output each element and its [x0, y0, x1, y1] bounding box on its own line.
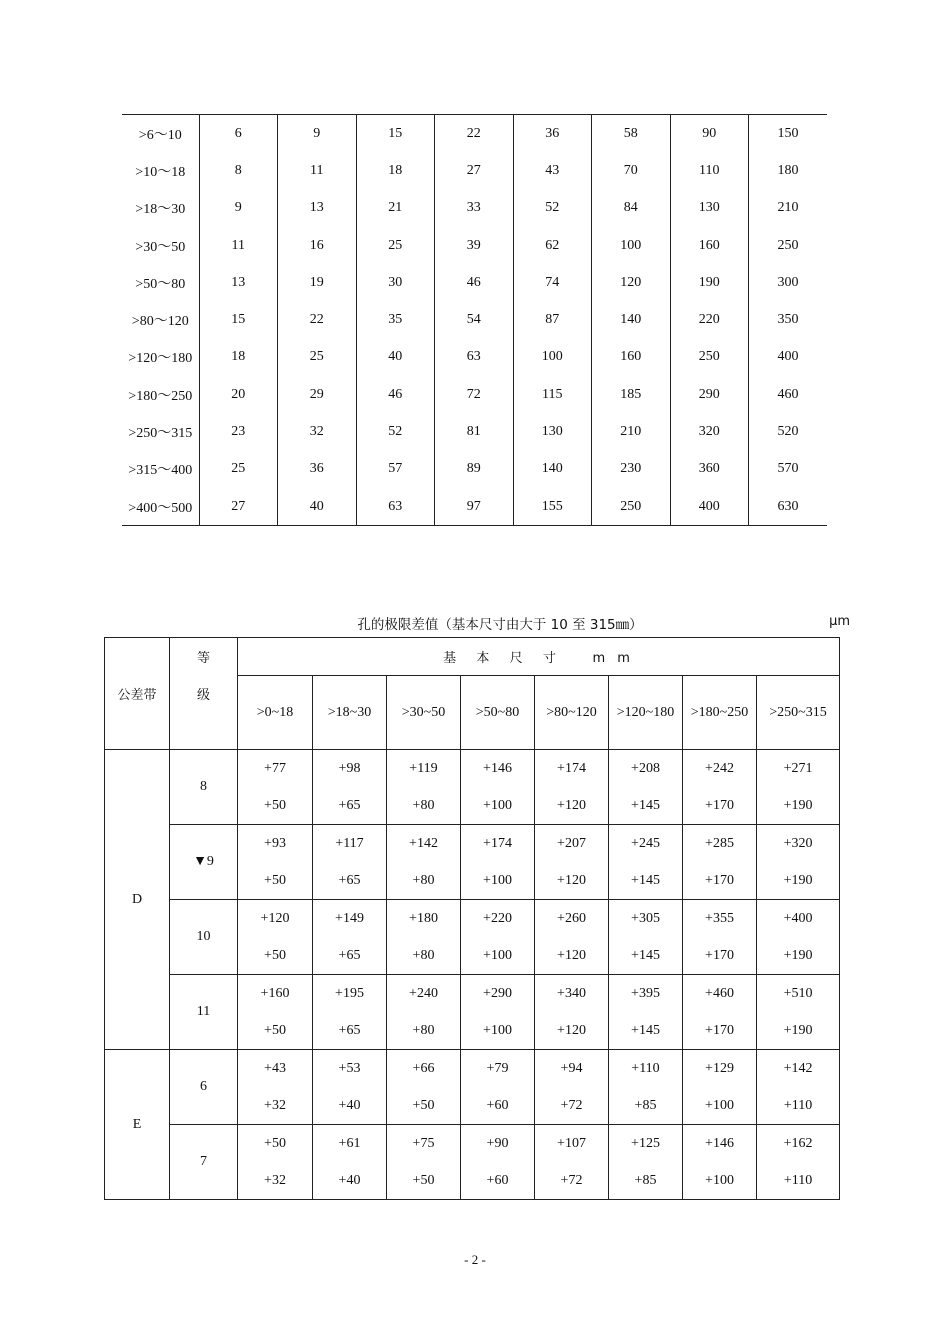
tolerance-value-cell: 190: [670, 264, 749, 301]
table-row: [122, 227, 827, 264]
upper-deviation-cell: +149: [313, 900, 387, 938]
header-basic-size: [238, 638, 840, 676]
upper-deviation-cell: +174: [461, 825, 535, 863]
upper-deviation-cell: +207: [535, 825, 609, 863]
lower-deviation-cell: +100: [461, 1012, 535, 1050]
tolerance-value-cell: 20: [199, 376, 278, 413]
grade-cell: 7: [170, 1125, 238, 1200]
header-size-range: >250~315: [757, 676, 840, 750]
grade-cell: 8: [170, 750, 238, 825]
upper-deviation-cell: +195: [313, 975, 387, 1013]
lower-deviation-cell: +100: [461, 787, 535, 825]
tolerance-value-cell: 70: [592, 152, 671, 189]
lower-deviation-cell: +50: [238, 937, 313, 975]
lower-deviation-cell: +65: [313, 937, 387, 975]
tolerance-value-cell: 230: [592, 451, 671, 488]
upper-deviation-cell: +290: [461, 975, 535, 1013]
tolerance-value-cell: 18: [199, 339, 278, 376]
upper-deviation-cell: +285: [683, 825, 757, 863]
tolerance-value-cell: 18: [356, 152, 435, 189]
tolerance-value-cell: 100: [592, 227, 671, 264]
tolerance-value-cell: 220: [670, 301, 749, 338]
upper-deviation-cell: +75: [387, 1125, 461, 1163]
tolerance-value-cell: 40: [278, 488, 357, 526]
lower-deviation-cell: +50: [387, 1087, 461, 1125]
tolerance-value-cell: 25: [199, 451, 278, 488]
upper-deviation-cell: +242: [683, 750, 757, 788]
grade-cell: 6: [170, 1050, 238, 1125]
size-range-cell: >180～250: [128, 388, 193, 404]
tolerance-value-cell: 36: [278, 451, 357, 488]
lower-deviation-cell: +110: [757, 1087, 840, 1125]
lower-deviation-cell: +65: [313, 787, 387, 825]
tolerance-value-cell: 400: [749, 339, 828, 376]
tolerance-value-cell: 250: [592, 488, 671, 526]
tolerance-value-cell: 33: [435, 190, 514, 227]
upper-deviation-cell: +208: [609, 750, 683, 788]
table-row: [122, 488, 827, 526]
lower-deviation-cell: +50: [387, 1162, 461, 1200]
table-unit: μm: [829, 614, 850, 629]
tolerance-value-cell: 22: [435, 115, 514, 153]
upper-deviation-cell: +146: [461, 750, 535, 788]
tolerance-value-cell: 13: [278, 190, 357, 227]
lower-deviation-cell: +100: [461, 937, 535, 975]
upper-deviation-cell: +61: [313, 1125, 387, 1163]
upper-deviation-cell: +120: [238, 900, 313, 938]
lower-deviation-cell: +60: [461, 1162, 535, 1200]
lower-deviation-cell: +32: [238, 1162, 313, 1200]
upper-deviation-cell: +162: [757, 1125, 840, 1163]
tolerance-value-cell: 81: [435, 413, 514, 450]
tolerance-value-cell: 54: [435, 301, 514, 338]
size-range-cell: >18～30: [135, 202, 186, 218]
tolerance-value-cell: 120: [592, 264, 671, 301]
upper-deviation-cell: +271: [757, 750, 840, 788]
lower-deviation-cell: +72: [535, 1087, 609, 1125]
table-title: 孔的极限差值（基本尺寸由大于 10 至 315㎜）: [357, 617, 643, 633]
tolerance-value-cell: 90: [670, 115, 749, 153]
size-range-cell: >120～180: [128, 351, 193, 367]
lower-deviation-cell: +170: [683, 862, 757, 900]
tolerance-value-cell: 84: [592, 190, 671, 227]
header-size-range: >30~50: [387, 676, 461, 750]
tolerance-value-cell: 570: [749, 451, 828, 488]
upper-deviation-cell: +340: [535, 975, 609, 1013]
table-row: [122, 264, 827, 301]
lower-deviation-cell: +100: [683, 1087, 757, 1125]
upper-deviation-cell: +245: [609, 825, 683, 863]
lower-deviation-cell: +32: [238, 1087, 313, 1125]
tolerance-value-cell: 130: [670, 190, 749, 227]
upper-deviation-cell: +94: [535, 1050, 609, 1088]
lower-deviation-cell: +80: [387, 937, 461, 975]
size-range-cell: >50～80: [135, 276, 186, 292]
upper-deviation-cell: +400: [757, 900, 840, 938]
grade-cell: 10: [170, 900, 238, 975]
tolerance-value-cell: 115: [513, 376, 592, 413]
tolerance-value-cell: 52: [513, 190, 592, 227]
tolerance-value-cell: 43: [513, 152, 592, 189]
upper-deviation-cell: +66: [387, 1050, 461, 1088]
lower-deviation-cell: +190: [757, 937, 840, 975]
lower-deviation-cell: +145: [609, 787, 683, 825]
upper-deviation-cell: +125: [609, 1125, 683, 1163]
lower-deviation-cell: +120: [535, 862, 609, 900]
header-basic-size-text: 基 本 尺 寸 m m: [443, 651, 634, 666]
tolerance-value-cell: 25: [356, 227, 435, 264]
tolerance-value-cell: 63: [435, 339, 514, 376]
lower-deviation-cell: +190: [757, 787, 840, 825]
header-size-range: >120~180: [609, 676, 683, 750]
table-row: [122, 115, 827, 153]
upper-deviation-cell: +119: [387, 750, 461, 788]
tolerance-value-cell: 46: [356, 376, 435, 413]
tolerance-grade-table-body: [122, 115, 827, 526]
table-row: [105, 1050, 840, 1088]
tolerance-value-cell: 27: [199, 488, 278, 526]
size-range-cell: >80～120: [131, 314, 189, 330]
size-range-cell: >250～315: [128, 426, 193, 442]
lower-deviation-cell: +190: [757, 1012, 840, 1050]
tolerance-value-cell: 29: [278, 376, 357, 413]
size-range-cell: >30～50: [135, 239, 186, 255]
tolerance-value-cell: 6: [199, 115, 278, 153]
tolerance-value-cell: 19: [278, 264, 357, 301]
lower-deviation-cell: +145: [609, 1012, 683, 1050]
tolerance-value-cell: 87: [513, 301, 592, 338]
upper-deviation-cell: +93: [238, 825, 313, 863]
table-row: [105, 1125, 840, 1163]
tolerance-value-cell: 250: [749, 227, 828, 264]
tolerance-value-cell: 160: [592, 339, 671, 376]
tolerance-value-cell: 150: [749, 115, 828, 153]
tolerance-value-cell: 630: [749, 488, 828, 526]
lower-deviation-cell: +100: [461, 862, 535, 900]
grade-cell: 11: [170, 975, 238, 1050]
lower-deviation-cell: +40: [313, 1162, 387, 1200]
lower-deviation-cell: +65: [313, 1012, 387, 1050]
upper-deviation-cell: +260: [535, 900, 609, 938]
table-body: [105, 750, 840, 1200]
upper-deviation-cell: +90: [461, 1125, 535, 1163]
header-size-range: >80~120: [535, 676, 609, 750]
tolerance-value-cell: 185: [592, 376, 671, 413]
tolerance-value-cell: 9: [278, 115, 357, 153]
lower-deviation-cell: +80: [387, 787, 461, 825]
tolerance-value-cell: 40: [356, 339, 435, 376]
lower-deviation-cell: +110: [757, 1162, 840, 1200]
tolerance-value-cell: 74: [513, 264, 592, 301]
table-row: [122, 339, 827, 376]
table-row: [105, 975, 840, 1013]
tolerance-value-cell: 11: [278, 152, 357, 189]
upper-deviation-cell: +98: [313, 750, 387, 788]
tolerance-value-cell: 110: [670, 152, 749, 189]
lower-deviation-cell: +60: [461, 1087, 535, 1125]
size-range-cell: >315～400: [128, 463, 193, 479]
lower-deviation-cell: +170: [683, 1012, 757, 1050]
tolerance-value-cell: 39: [435, 227, 514, 264]
tolerance-value-cell: 30: [356, 264, 435, 301]
tolerance-value-cell: 9: [199, 190, 278, 227]
lower-deviation-cell: +100: [683, 1162, 757, 1200]
lower-deviation-cell: +120: [535, 937, 609, 975]
upper-deviation-cell: +180: [387, 900, 461, 938]
upper-deviation-cell: +160: [238, 975, 313, 1013]
table-row: [122, 190, 827, 227]
lower-deviation-cell: +145: [609, 937, 683, 975]
size-range-cell: >10～18: [135, 164, 186, 180]
table-row: [122, 301, 827, 338]
header-size-range: >50~80: [461, 676, 535, 750]
lower-deviation-cell: +50: [238, 862, 313, 900]
hole-limit-deviation-table: [104, 637, 840, 1200]
upper-deviation-cell: +79: [461, 1050, 535, 1088]
tolerance-value-cell: 520: [749, 413, 828, 450]
table-row: [122, 376, 827, 413]
lower-deviation-cell: +85: [609, 1162, 683, 1200]
tolerance-value-cell: 16: [278, 227, 357, 264]
lower-deviation-cell: +120: [535, 1012, 609, 1050]
tolerance-value-cell: 15: [356, 115, 435, 153]
upper-deviation-cell: +129: [683, 1050, 757, 1088]
upper-deviation-cell: +50: [238, 1125, 313, 1163]
tolerance-value-cell: 15: [199, 301, 278, 338]
upper-deviation-cell: +107: [535, 1125, 609, 1163]
grade-cell: ▼9: [170, 825, 238, 900]
tolerance-value-cell: 400: [670, 488, 749, 526]
header-tolerance-zone: 公差带: [105, 638, 170, 750]
tolerance-value-cell: 32: [278, 413, 357, 450]
tolerance-value-cell: 52: [356, 413, 435, 450]
tolerance-value-cell: 63: [356, 488, 435, 526]
header-size-range: >180~250: [683, 676, 757, 750]
table-row: [105, 750, 840, 788]
tolerance-value-cell: 320: [670, 413, 749, 450]
table-row: [105, 900, 840, 938]
tolerance-zone-cell: E: [105, 1050, 170, 1200]
tolerance-value-cell: 46: [435, 264, 514, 301]
tolerance-value-cell: 180: [749, 152, 828, 189]
tolerance-value-cell: 130: [513, 413, 592, 450]
table-header: [105, 638, 840, 750]
tolerance-value-cell: 36: [513, 115, 592, 153]
tolerance-value-cell: 350: [749, 301, 828, 338]
tolerance-value-cell: 35: [356, 301, 435, 338]
upper-deviation-cell: +142: [757, 1050, 840, 1088]
tolerance-value-cell: 13: [199, 264, 278, 301]
lower-deviation-cell: +145: [609, 862, 683, 900]
tolerance-value-cell: 160: [670, 227, 749, 264]
tolerance-value-cell: 89: [435, 451, 514, 488]
tolerance-value-cell: 27: [435, 152, 514, 189]
upper-deviation-cell: +174: [535, 750, 609, 788]
lower-deviation-cell: +85: [609, 1087, 683, 1125]
page-number: - 2 -: [464, 1252, 486, 1267]
header-grade-bottom: 级: [170, 676, 238, 750]
upper-deviation-cell: +510: [757, 975, 840, 1013]
upper-deviation-cell: +355: [683, 900, 757, 938]
lower-deviation-cell: +72: [535, 1162, 609, 1200]
header-grade-top: 等: [170, 638, 238, 676]
tolerance-value-cell: 210: [592, 413, 671, 450]
tolerance-value-cell: 97: [435, 488, 514, 526]
table-row: [122, 152, 827, 189]
tolerance-value-cell: 62: [513, 227, 592, 264]
lower-deviation-cell: +120: [535, 787, 609, 825]
lower-deviation-cell: +50: [238, 1012, 313, 1050]
tolerance-value-cell: 100: [513, 339, 592, 376]
tolerance-value-cell: 21: [356, 190, 435, 227]
upper-deviation-cell: +460: [683, 975, 757, 1013]
upper-deviation-cell: +395: [609, 975, 683, 1013]
table-row: [105, 825, 840, 863]
lower-deviation-cell: +80: [387, 1012, 461, 1050]
tolerance-value-cell: 72: [435, 376, 514, 413]
upper-deviation-cell: +146: [683, 1125, 757, 1163]
upper-deviation-cell: +142: [387, 825, 461, 863]
tolerance-zone-cell: D: [105, 750, 170, 1050]
upper-deviation-cell: +53: [313, 1050, 387, 1088]
tolerance-value-cell: 25: [278, 339, 357, 376]
header-size-range: >18~30: [313, 676, 387, 750]
lower-deviation-cell: +50: [238, 787, 313, 825]
tolerance-value-cell: 140: [592, 301, 671, 338]
lower-deviation-cell: +65: [313, 862, 387, 900]
tolerance-value-cell: 11: [199, 227, 278, 264]
lower-deviation-cell: +190: [757, 862, 840, 900]
tolerance-value-cell: 290: [670, 376, 749, 413]
tolerance-value-cell: 23: [199, 413, 278, 450]
upper-deviation-cell: +110: [609, 1050, 683, 1088]
tolerance-value-cell: 210: [749, 190, 828, 227]
tolerance-value-cell: 22: [278, 301, 357, 338]
size-range-cell: >400～500: [128, 500, 193, 516]
tolerance-value-cell: 250: [670, 339, 749, 376]
tolerance-value-cell: 58: [592, 115, 671, 153]
table-row: [122, 451, 827, 488]
size-range-cell: >6～10: [138, 127, 182, 143]
upper-deviation-cell: +320: [757, 825, 840, 863]
tolerance-value-cell: 460: [749, 376, 828, 413]
lower-deviation-cell: +80: [387, 862, 461, 900]
tolerance-value-cell: 360: [670, 451, 749, 488]
lower-deviation-cell: +170: [683, 937, 757, 975]
tolerance-value-cell: 8: [199, 152, 278, 189]
upper-deviation-cell: +220: [461, 900, 535, 938]
tolerance-grade-table: [122, 114, 827, 526]
upper-deviation-cell: +43: [238, 1050, 313, 1088]
tolerance-value-cell: 155: [513, 488, 592, 526]
table-row: [122, 413, 827, 450]
upper-deviation-cell: +240: [387, 975, 461, 1013]
upper-deviation-cell: +305: [609, 900, 683, 938]
lower-deviation-cell: +40: [313, 1087, 387, 1125]
tolerance-value-cell: 300: [749, 264, 828, 301]
upper-deviation-cell: +117: [313, 825, 387, 863]
header-size-range: >0~18: [238, 676, 313, 750]
upper-deviation-cell: +77: [238, 750, 313, 788]
tolerance-value-cell: 57: [356, 451, 435, 488]
tolerance-value-cell: 140: [513, 451, 592, 488]
lower-deviation-cell: +170: [683, 787, 757, 825]
